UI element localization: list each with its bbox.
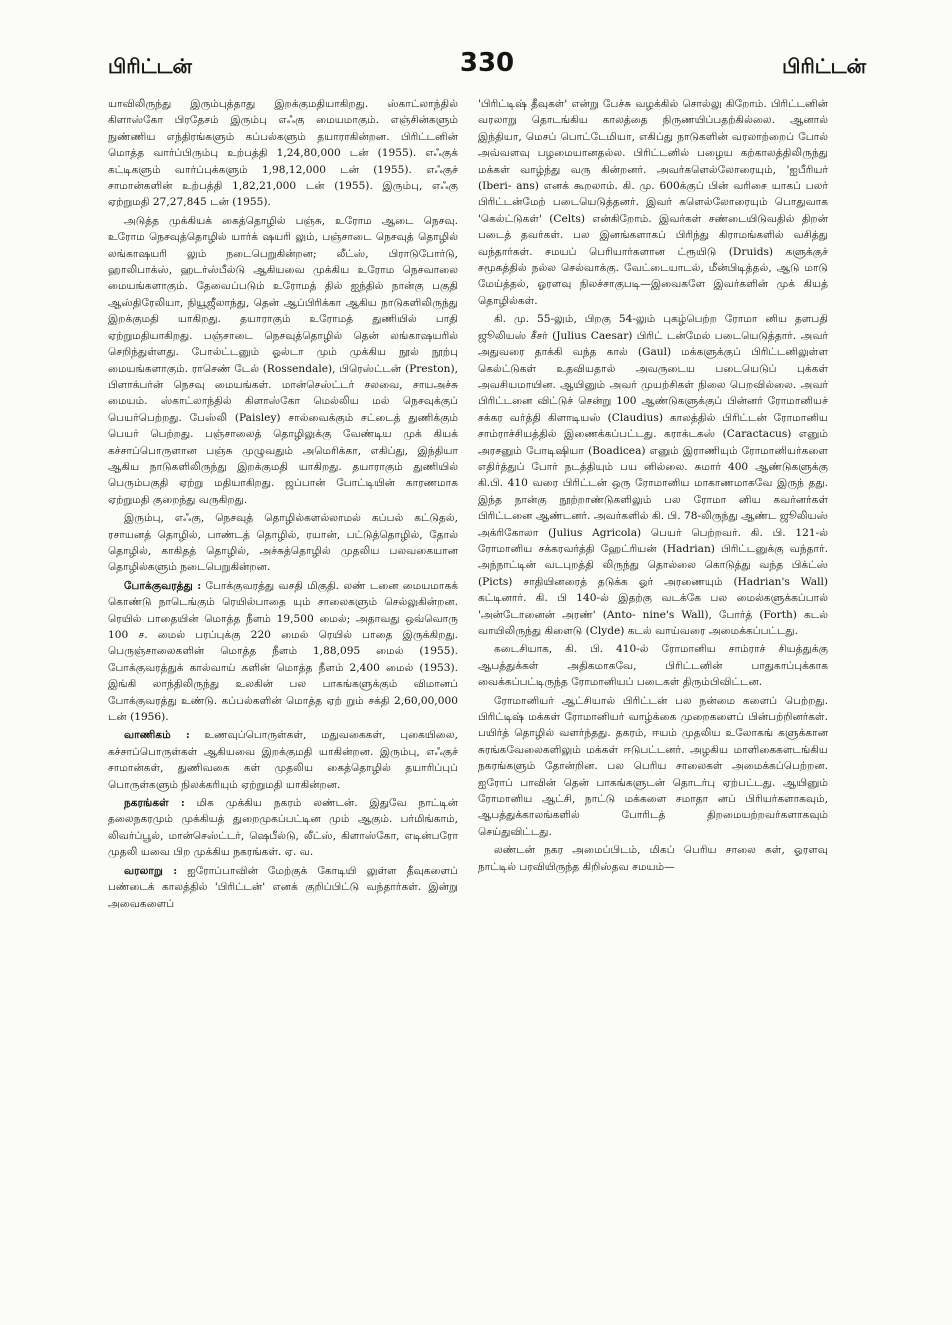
page-number: 330 xyxy=(459,48,515,78)
paragraph xyxy=(108,213,458,508)
paragraph-text: கடைசியாக, கி. பி. 410-ல் ரோமானிய சாம்ராச் சியத்துக்கு ஆபத்துக்கள் அதிகமாகவே, பிரிட்டனின் பாதுகாப்புக்காக வைக்கப்பட்டிருந்த ரோமானியப் படைகள் திரும்பிவிட்டன. xyxy=(478,643,828,689)
paragraph xyxy=(108,727,458,793)
paragraph-text: அடுத்த முக்கியக் கைத்தொழில் பஞ்சு, உரோம ஆடை நெசவு. உரோம நெசவுத்தொழில் யார்க் ஷயரி லும், பஞ்சாடை நெசவுத் தொழில் லங்காஷயரி லும் நடைபெறுகின்றன; லீட்ஸ், பிராடுபோர்டு, ஹாலிபாக்ஸ், ஹடர்ஸ்பீல்டு ஆகியவை முக்கிய உரோம நெசவாலை மையங்களாகும். தேவைப்படும் உரோமத் தில் ஐந்தில் நான்கு பகுதி ஆஸ்திரேலியா, நியூஜீலாந்து, தென் ஆப்பிரிக்கா ஆகிய நாடுகளிலிருந்து இறக்குமதி யாகிறது. தயாராகும் உரோமத் துணியில் பாதி ஏற்றுமதியாகிறது. பஞ்சாடை நெசவுத்தொழில் தென் லங்காஷயரில் செறிந்துள்ளது. போல்ட்டனும் ஓல்டா மும் முக்கிய நூல் நூற்பு மையங்களாகும். ராசெண் டேல் (Rossendale), பிரெஸ்ட்டன் (Preston), பிளாக்பர்ன் நெசவு மையங்கள். மான்செஸ்ட்டர் சலவை, சாயஅச்சு மையம். ஸ்காட்லாந்தில் கிளாஸ்கோ மெல்லிய மல் நெசவுக்குப் பெயர்பெற்றது. பேஸ்லி (Paisley) சால்வைக்கும் சட்டைத் துணிக்கும் பெயர் பெற்றது. பஞ்சாலைத் தொழிலுக்கு வேண்டிய முக் கியக் கச்சாப்பொருளான பஞ்சு முழுவதும் அமெரிக்கா, எகிப்து, இந்தியா ஆகிய நாடுகளிலிருந்து இறக்குமதி யாகிறது. தயாராகும் துணியில் பெரும்பகுதி ஏற்று மதியாகிறது. ஜப்பான் போட்டியின் காரணமாக ஏற்றுமதி குறைந்து வருகிறது. xyxy=(108,214,458,506)
paragraph xyxy=(478,641,828,690)
paragraph-text: இரும்பு, எஃகு, நெசவுத் தொழில்களல்லாமல் கப்பல் கட்டுதல், ரசாயனத் தொழில், பாண்டத் தொழில், ரயான், பட்டுத்தொழில், தோல் தொழில், காகிதத் தொழில், அச்சுத்தொழில் முதலிய பலவகையான தொழில்களும் நடைபெறுகின்றன. xyxy=(108,512,458,574)
paragraph xyxy=(108,863,458,912)
paragraph xyxy=(478,311,828,639)
paragraph xyxy=(108,795,458,861)
paragraph-text: மிக முக்கிய நகரம் லண்டன். இதுவே நாட்டின் தலைநகரமும் முக்கியத் துறைமுகப்பட்டின மும் ஆகும். பர்மிங்காம், லிவர்ப்பூல், மான்செஸ்ட்டர், ஷெபீல்டு, லீட்ஸ், கிளாஸ்கோ, எடின்பரோ முதலி யவை பிற முக்கிய நகரங்கள். ஏ. வ. xyxy=(108,797,458,859)
paragraph-text: ஐரோப்பாவின் மேற்குக் கோடியி லுள்ள தீவுகளைப் பண்டைக் காலத்தில் 'பிரிட்டன்' எனக் குறிப்பிட்டு வந்தார்கள். இன்று அவைகளைப் xyxy=(108,864,458,910)
section-heading: வாணிகம் : xyxy=(124,729,190,742)
section-heading: நகரங்கள் : xyxy=(124,797,185,810)
paragraph xyxy=(108,510,458,576)
paragraph xyxy=(108,578,458,726)
running-head-right: பிரிட்டன் xyxy=(782,54,866,78)
paragraph-text: ரோமானியர் ஆட்சியால் பிரிட்டன் பல நன்மை களைப் பெற்றது. பிரிட்டிஷ் மக்கள் ரோமானியர் வாழ்க்கை முறைகளைப் பின்பற்றினர்கள். பயிர்த் தொழில் வளர்ந்தது. தகரம், ஈயம் முதலிய உலோகங் களுக்கான சுரங்கவேலைகளிலும் மக்கள் ஈடுபட்டனர். அழகிய மாளிகைகளடங்கிய நகரங்களும் தோன்றின. பல பெரிய சாலைகள் அமைக்கப்பெற்றன. ஐரோப் பாவின் தென் பாகங்களுடன் தொடர்பு ஏற்பட்டது. ஆயினும் ரோமானிய ஆட்சி, நாட்டு மக்களை சமாதா னப் பிரியர்களாகவும், ஆபத்துக்காலங்களில் போரிடத் திறமையற்றவர்களாகவும் செய்துவிட்டது. xyxy=(478,694,828,838)
paragraph-text: லண்டன் நகர அமைப்பிடம், மிகப் பெரிய சாலை கள், ஓரளவு நாட்டில் பரவியிருந்த கிறிஸ்தவ சமயம்— xyxy=(478,844,828,873)
paragraph-text: போக்குவரத்து வசதி மிகுதி. லண் டனை மையமாகக் கொண்டு நாடெங்கும் ரெயில்பாதை யும் சாலைகளும் செல்லுகின்றன. ரெயில் பாதையின் மொத்த நீளம் 19,500 மைல்; அதாவது ஒவ்வொரு 100 ச. மைல் பரப்புக்கு 220 மைல் ரெயில் பாதை இருக்கிறது. பெருஞ்சாலைகளின் மொத்த நீளம் 1,88,095 மைல் (1955). போக்குவரத்துக் கால்வாய் களின் மொத்த நீளம் 2,400 மைல் (1953). இங்கி லாந்திலிருந்து உலகின் பல பாகங்களுக்கும் விமானப் போக்குவரத்து உண்டு. கப்பல்களின் மொத்த ஏற் றும் சக்தி 2,60,00,000 டன் (1956). xyxy=(108,579,458,724)
paragraph xyxy=(478,693,828,841)
paragraph xyxy=(108,96,458,211)
paragraph-text: 'பிரிட்டிஷ் தீவுகள்' என்று பேச்சு வழக்கில் சொல்லு கிறோம். பிரிட்டனின் வரலாறு தொடங்கிய காலத்தை நிருணயிப்பதற்கில்லை. ஆனால் இந்தியா, மெசப் பொட்டேமியா, எகிப்து நாடுகளின் வரலாற்றைப் போல் அவ்வளவு பழமையானதல்ல. பிரிட்டனில் பழைய கற்காலத்திலிருந்து மக்கள் வாழ்ந்து வரு கின்றனர். அவர்களெல்லோரையும், 'ஐபீரியர் (Iberi- ans) எனக் கூறலாம். கி. மு. 600க்குப் பின் வரிசை யாகப் பலர் பிரிட்டன்மேற் படையெடுத்தனர். இவர் களெல்லோரையும் பொதுவாக 'கெல்ட்டுகள்' (Celts) என்கிறோம். இவர்கள் சண்டையிடுவதில் திறன் படைத் தவர்கள். பல இனங்களாகப் பிரிந்து கிராமங்களில் வசித்து வந்தார்கள். சமயப் பெரியார்களான ட்ரூயிடு (Druids) களுக்குச் சமூகத்தில் நல்ல செல்வாக்கு. வேட்டையாடல், மீன்பிடித்தல், ஆடு மாடு மேய்த்தல், ஓரளவு நிலச்சாகுபடி—இவைகளே இவர்களின் முக் கியத் தொழில்கள். xyxy=(478,98,828,307)
running-head-left: பிரிட்டன் xyxy=(108,54,192,78)
section-heading: போக்குவரத்து : xyxy=(124,579,202,592)
paragraph-text: உணவுப்பொருள்கள், மதுவகைகள், புகையிலை, கச்சாப்பொருள்கள் ஆகியவை இறக்குமதி யாகின்றன. இரும்பு, எஃகுச் சாமான்கள், துணிவகை கள் முதலிய கைத்தொழில் தயாரிப்புப் பொருள்களும் நிலக்கரியும் ஏற்றுமதி யாகின்றன. xyxy=(108,729,458,791)
right-column xyxy=(478,96,828,1296)
paragraph-text: கி. மு. 55-லும், பிறகு 54-லும் புகழ்பெற்ற ரோமா னிய தளபதி ஜூலியஸ் சீசர் (Julius Caesar) பிரிட் டன்மேல் படையெடுத்தார். அவர் அதுவரை தாக்கி வந்த கால் (Gaul) மக்களுக்குப் பிரிட்டனிலுள்ள கெல்ட்டுகள் உதவியதால் அவருடைய படையெடுப் புக்கள் அவசியமாயின. ஆயினும் அவர் முயற்சிகள் நிலை பெறவில்லை. அவர் பிரிட்டனை விட்டுச் சென்று 100 ஆண்டுகளுக்குப் பின்னர் ரோமானியச் சக்கர வர்த்தி கிளாடியஸ் (Claudius) காலத்தில் பிரிட்டன் ரோமானிய சாம்ராச்சியத்தில் இணைக்கப்பட்டது. கராக்டகஸ் (Caractacus) எனும் அரசனும் போடிஷியா (Boadicea) எனும் இராணியும் ரோமானியர்களை எதிர்த்துப் போர் நடத்தியும் பய னில்லை. சுமார் 400 ஆண்டுகளுக்கு கி.பி. 410 வரை பிரிட்டன் ஒரு ரோமானிய மாகாணமாகவே இருந் தது. இந்த நான்கு நூற்றாண்டுகளிலும் பல ரோமா னிய கவர்னர்கள் பிரிட்டனை ஆண்டனர். அவர்களில் கி. பி. 78-லிருந்து ஆண்ட ஜூலியஸ் அக்ரிகோலா (Julius Agricola) பெயர் பெற்றவர். கி. பி. 121-ல் ரோமானிய சக்கரவர்த்தி ஹேட்ரியன் (Hadrian) பிரிட்டனுக்கு வந்தார். அந்நாட்டின் வடபுறத்தி லிருந்து தொல்லை கொடுத்து வந்த பிக்ட்ஸ் (Picts) சாதியினரைத் தடுக்க ஓர் அரணையும் (Hadrian's Wall) கட்டினார். கி. பி 140-ல் இதற்கு வடக்கே பல மைல்களுக்கப்பால் 'அன்டோனைன் அரண்' (Anto- nine's Wall), போர்த் (Forth) கடல் வாயிலிருந்து கிளைடு (Clyde) கடல் வாய்வரை அமைக்கப்பட்டது. xyxy=(478,313,828,637)
paragraph xyxy=(478,842,828,875)
left-column xyxy=(108,96,458,1296)
paragraph-text: யாவிலிருந்து இரும்புத்தாது இறக்குமதியாகிறது. ஸ்காட்லாந்தில் கிளாஸ்கோ பிரதேசம் இரும்பு எஃகு மையமாகும். எஞ்சின்களும் நுண்ணிய எந்திரங்களும் கப்பல்களும் தயாராகின்றன. பிரிட்டனின் மொத்த வார்ப்பிரும்பு உற்பத்தி 1,24,80,000 டன் (1955). எஃகுக் கட்டிகளும் வார்ப்புக்களும் 1,98,12,000 டன் (1955). எஃகுச் சாமான்களின் உற்பத்தி 1,82,21,000 டன் (1955). இரும்பு, எஃகு ஏற்றுமதி 27,27,845 டன் (1955). xyxy=(108,98,458,209)
section-heading: வரலாறு : xyxy=(124,864,178,877)
paragraph xyxy=(478,96,828,309)
page-header xyxy=(108,48,866,84)
